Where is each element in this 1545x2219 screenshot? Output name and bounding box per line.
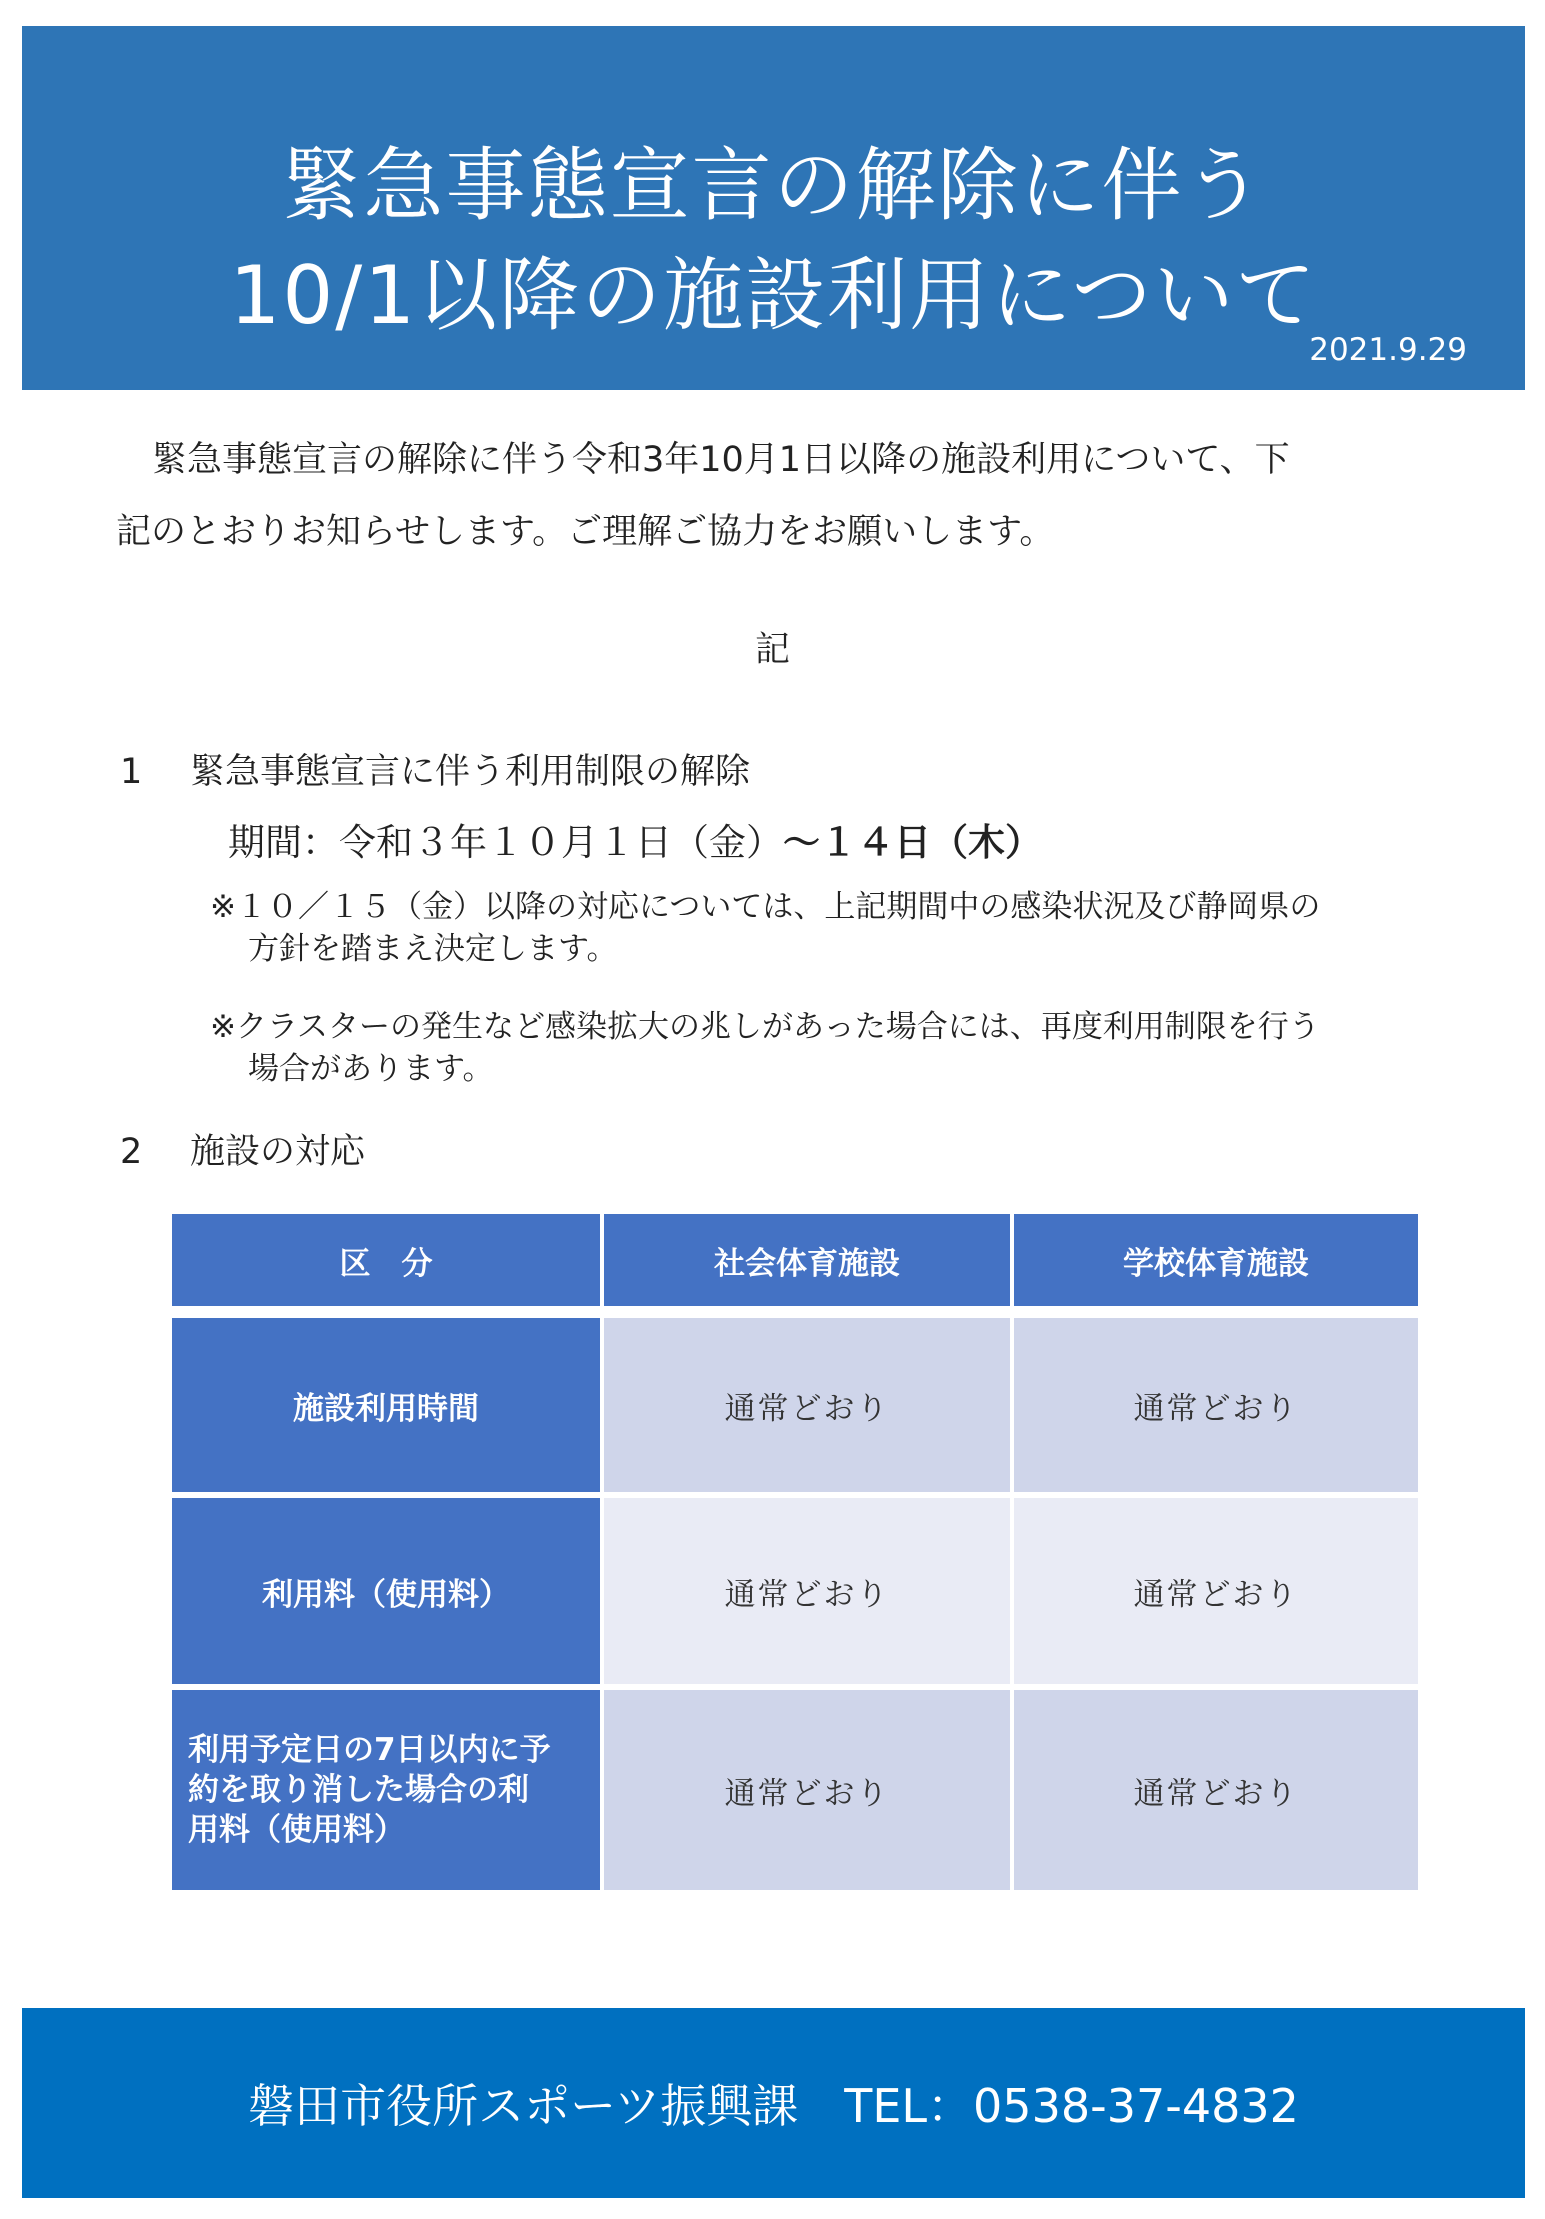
page-title-line1: 緊急事態宣言の解除に伴う (281, 139, 1266, 232)
footer-tel: TEL：0538-37-4832 (844, 2079, 1299, 2133)
table-cell-social: 通常どおり (604, 1690, 1010, 1890)
table-row-label: 施設利用時間 (172, 1318, 600, 1492)
row3-label-line3: 用料（使用料） (188, 1812, 405, 1848)
table-cell-social: 通常どおり (604, 1498, 1010, 1684)
table-header-school: 学校体育施設 (1014, 1214, 1418, 1306)
header-banner (22, 26, 1525, 390)
intro-line2: 記のとおりお知らせします。ご理解ご協力をお願いします。 (116, 512, 1055, 552)
row3-label-line1: 利用予定日の7日以内に予 (188, 1732, 551, 1768)
intro-line1: 緊急事態宣言の解除に伴う令和3年10月1日以降の施設利用について、下 (152, 440, 1290, 480)
ki-heading: 記 (754, 630, 790, 670)
footer-contact (22, 2078, 1525, 2134)
period-label: 期間：令和３年１０月１日（金） (228, 821, 783, 864)
table-header-social: 社会体育施設 (604, 1214, 1010, 1306)
section1-title: 緊急事態宣言に伴う利用制限の解除 (190, 752, 751, 792)
period-line (228, 820, 1042, 866)
footer-banner (22, 2008, 1525, 2198)
table-cell-school: 通常どおり (1014, 1690, 1418, 1890)
page-title-line2: 10/1以降の施設利用について (229, 249, 1318, 342)
note1 (210, 886, 1450, 970)
section1-number: 1 (120, 752, 143, 792)
note2 (210, 1006, 1450, 1090)
footer-org: 磐田市役所スポーツ振興課 (248, 2079, 799, 2133)
table-row-label (172, 1690, 600, 1890)
period-end: 〜１４日（木） (783, 821, 1042, 864)
note1-line1: ※１０／１５（金）以降の対応については、上記期間中の感染状況及び静岡県の (210, 889, 1321, 925)
table-row-label: 利用料（使用料） (172, 1498, 600, 1684)
note2-line1: ※クラスターの発生など感染拡大の兆しがあった場合には、再度利用制限を行う (210, 1009, 1320, 1045)
section2-title: 施設の対応 (190, 1132, 366, 1172)
table-cell-school: 通常どおり (1014, 1318, 1418, 1492)
table-cell-school: 通常どおり (1014, 1498, 1418, 1684)
table-cell-social: 通常どおり (604, 1318, 1010, 1492)
section2-number: 2 (120, 1132, 143, 1172)
table-header-category: 区 分 (172, 1214, 600, 1306)
note2-line2: 場合があります。 (248, 1051, 494, 1087)
issue-date: 2021.9.29 (1309, 332, 1467, 368)
row3-label-line2: 約を取り消した場合の利 (188, 1772, 529, 1808)
note1-line2: 方針を踏まえ決定します。 (248, 931, 618, 967)
